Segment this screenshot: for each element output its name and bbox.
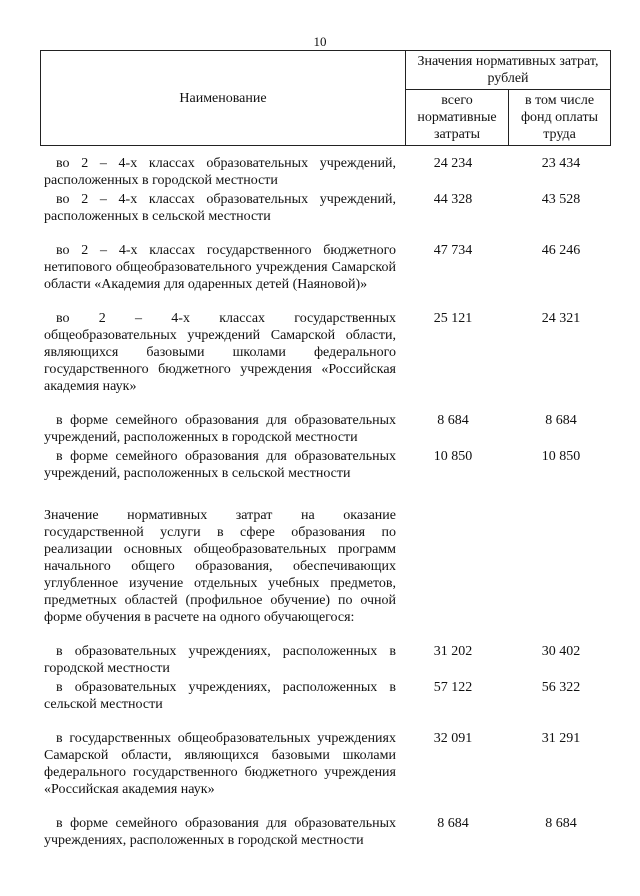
table-body [44, 155, 612, 849]
row-total: 8 684 [437, 413, 469, 428]
table-row [44, 242, 612, 293]
row-wage: 30 402 [541, 644, 581, 659]
row-wage: 8 684 [545, 816, 577, 831]
row-wage: 56 322 [541, 680, 581, 695]
row-total: 25 121 [433, 311, 473, 326]
row-wage: 24 321 [541, 311, 581, 326]
row-wage: 46 246 [541, 243, 581, 258]
table-row [44, 412, 612, 446]
row-wage: 31 291 [541, 731, 581, 746]
row-total: 44 328 [433, 192, 473, 207]
table-row [44, 730, 612, 798]
row-name: во 2 – 4-х классах государственного бюджетного нетипового общеобразовательного учреждения Самарской области «Академия для одаренных детей (Наяновой)» [44, 243, 396, 292]
section-heading: Значение нормативных затрат на оказание государственной услуги в сфере образования по реализации основных общеобразовательных программ начального общего образования, обеспечивающих углубленное изучение отдельных учебных предметов, предметных областей (профильное обучение) по очной форме обучения в расчете на одного обучающегося: [44, 508, 396, 625]
row-wage: 43 528 [541, 192, 581, 207]
row-name: во 2 – 4-х классах образовательных учреждений, расположенных в сельской местности [44, 192, 396, 224]
row-total: 47 734 [433, 243, 473, 258]
table-row [44, 679, 612, 713]
row-name: во 2 – 4-х классах образовательных учреждений, расположенных в городской местности [44, 156, 396, 188]
row-name: в образовательных учреждениях, расположенных в городской местности [44, 644, 396, 676]
row-name: в образовательных учреждениях, расположенных в сельской местности [44, 680, 396, 712]
table-row [44, 191, 612, 225]
table-row [44, 815, 612, 849]
row-name: в форме семейного образования для образовательных учреждениях, расположенных в городской местности [44, 816, 396, 848]
row-total: 32 091 [433, 731, 473, 746]
row-total: 24 234 [433, 156, 473, 171]
row-total: 8 684 [437, 816, 469, 831]
row-name: в форме семейного образования для образовательных учреждений, расположенных в городской местности [44, 413, 396, 445]
row-wage: 10 850 [541, 449, 581, 464]
table-header [40, 50, 611, 146]
total-column-header: всего нормативные затраты [406, 90, 509, 146]
table-row [44, 310, 612, 395]
name-column-header: Наименование [41, 51, 406, 146]
row-total: 10 850 [433, 449, 473, 464]
values-group-header: Значения нормативных затрат, рублей [406, 51, 611, 90]
row-name: в форме семейного образования для образовательных учреждений, расположенных в сельской местности [44, 449, 396, 481]
table-row [44, 643, 612, 677]
row-name: во 2 – 4-х классах государственных общеобразовательных учреждений Самарской области, являющихся базовыми школами федерального государственного бюджетного учреждения «Российская академия наук» [44, 311, 396, 394]
wage-column-header: в том числе фонд оплаты труда [509, 90, 611, 146]
table-row [44, 448, 612, 482]
row-wage: 23 434 [541, 156, 581, 171]
row-wage: 8 684 [545, 413, 577, 428]
row-total: 31 202 [433, 644, 473, 659]
row-total: 57 122 [433, 680, 473, 695]
table-row [44, 155, 612, 189]
row-name: в государственных общеобразовательных учреждениях Самарской области, являющихся базовыми школами федерального государственного бюджетного учреждения «Российская академия наук» [44, 731, 396, 797]
page-number: 10 [313, 34, 327, 49]
